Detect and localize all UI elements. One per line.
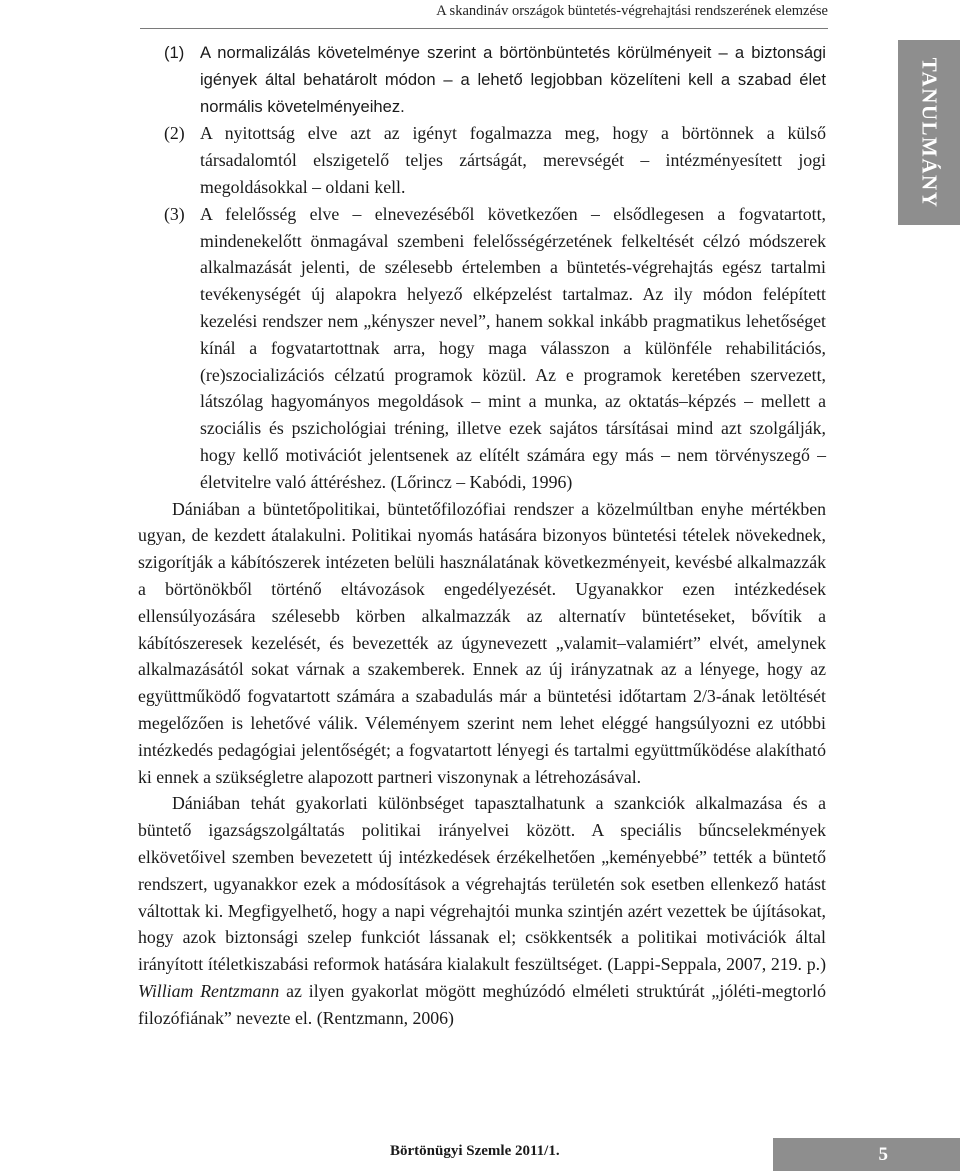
enumerated-item	[138, 40, 826, 120]
page-number: 5	[878, 1144, 888, 1165]
section-tab-label: TANULMÁNY	[917, 57, 942, 208]
article-body	[138, 40, 826, 1031]
item-text: A nyitottság elve azt az igényt fogalmazza meg, hogy a börtönnek a külső társadalomtól elszigetelő teljes zártságát, merevségét – intézményesített jogi megoldásokkal – oldani kell.	[200, 123, 826, 197]
page-number-box	[773, 1138, 960, 1171]
running-title: A skandináv országok büntetés-végrehajtási rendszerének elemzése	[436, 3, 828, 19]
body-paragraph: Dániában a büntetőpolitikai, büntetőfilozófiai rendszer a közelmúltban enyhe mértékben ugyan, de kezdett átalakulni. Politikai nyomás hatására bizonyos büntetési tételek növekednek, szigorítják a kábítószerek intézeten belüli használatának következményeit, kevésbé alkalmazzák a börtönökből történő eltávozások engedélyezését. Ugyanakkor ezen intézkedések ellensúlyozására szélesebb körben alkalmazzák az alternatív büntetéseket, bővítik a kábítószeresek kezelését, és bevezették az úgynevezett „valamit–valamiért” elvét, amelynek alkalmazásától sokat várnak a szakemberek. Ennek az új irányzatnak az a lényege, hogy az együttműködő fogvatartott számára a szabadulás már a büntetési időtartam 2/3-ának letöltését megelőzően is lehetővé válik. Véleményem szerint nem lehet eléggé hangsúlyozni ez utóbbi intézkedés pedagógiai jelentőségét; a fogvatartott lényegi és tartalmi együttműködése alakítható ki ennek a szükségletre alapozott partneri viszonynak a létrehozásával.	[138, 498, 826, 787]
author-name: William Rentzmann	[138, 980, 280, 1001]
item-number: (2)	[164, 123, 185, 144]
item-text: A normalizálás követelménye szerint a börtönbüntetés körülményeit – a biztonsági igények által behatárolt módon – a lehető legjobban közelíteni kell a szabad élet normális követelményeihez.	[200, 43, 826, 116]
item-number: (3)	[164, 203, 185, 224]
item-text: A felelősség elve – elnevezéséből következően – elsődlegesen a fogvatartott, mindenekelőtt önmagával szembeni felelősségérzetének felkeltését célzó módszerek alkalmazását jelenti, de szélesebb értelemben a büntetés-végrehajtás egész tartalmi tevékenységét új alapokra helyező elképzelést tartalmaz. Az ily módon felépített kezelési rendszer nem „kényszer nevel”, hanem sokkal inkább pragmatikus lehetőséget kínál a fogvatartottnak arra, hogy maga válasszon a különféle rehabilitációs, (re)szocializációs célzatú programok közül. Az e programok keretében szervezett, látszólag hagyományos megoldások – mint a munka, az oktatás–képzés – mellett a szociális és pszichológiai tréning, illetve ezek sajátos társításai mind azt szolgálják, hogy kellő motivációt jelentsenek az elítélt számára egy más – nem törvényszegő – életvitelre való áttéréshez.	[200, 203, 826, 492]
section-tab	[898, 40, 960, 225]
body-paragraph	[138, 790, 826, 1031]
running-header	[140, 0, 828, 29]
citation: (Lőrincz – Kabódi, 1996)	[390, 471, 573, 492]
enumerated-item	[138, 120, 826, 200]
journal-name: Börtönügyi Szemle 2011/1.	[390, 1143, 560, 1159]
paragraph-text: az ilyen gyakorlat mögött meghúzódó elméleti struktúrát „jóléti-megtorló filozófiának” nevezte el. (Rentzmann, 2006)	[138, 980, 826, 1028]
item-number: (1)	[164, 43, 185, 62]
enumerated-item	[138, 201, 826, 496]
paragraph-text: Dániában tehát gyakorlati különbséget tapasztalhatunk a szankciók alkalmazása és a büntető igazságszolgáltatás politikai irányelvei között. A speciális bűncselekmények elkövetőivel szemben bevezetett új intézkedések érzékelhetően „keményebbé” tették a büntető rendszert, ugyanakkor ezek a módosítások a végrehajtás területén sok esetben ellenkező hatást váltottak ki. Megfigyelhető, hogy a napi végrehajtói munka szintjén azért vezettek be újításokat, hogy azok biztonsági szelep funkciót lássanak el; csökkentsék a politikai motivációk által irányított ítéletkiszabási reformok hatására kialakult feszültséget. (Lappi-Seppala, 2007, 219. p.)	[138, 793, 826, 975]
